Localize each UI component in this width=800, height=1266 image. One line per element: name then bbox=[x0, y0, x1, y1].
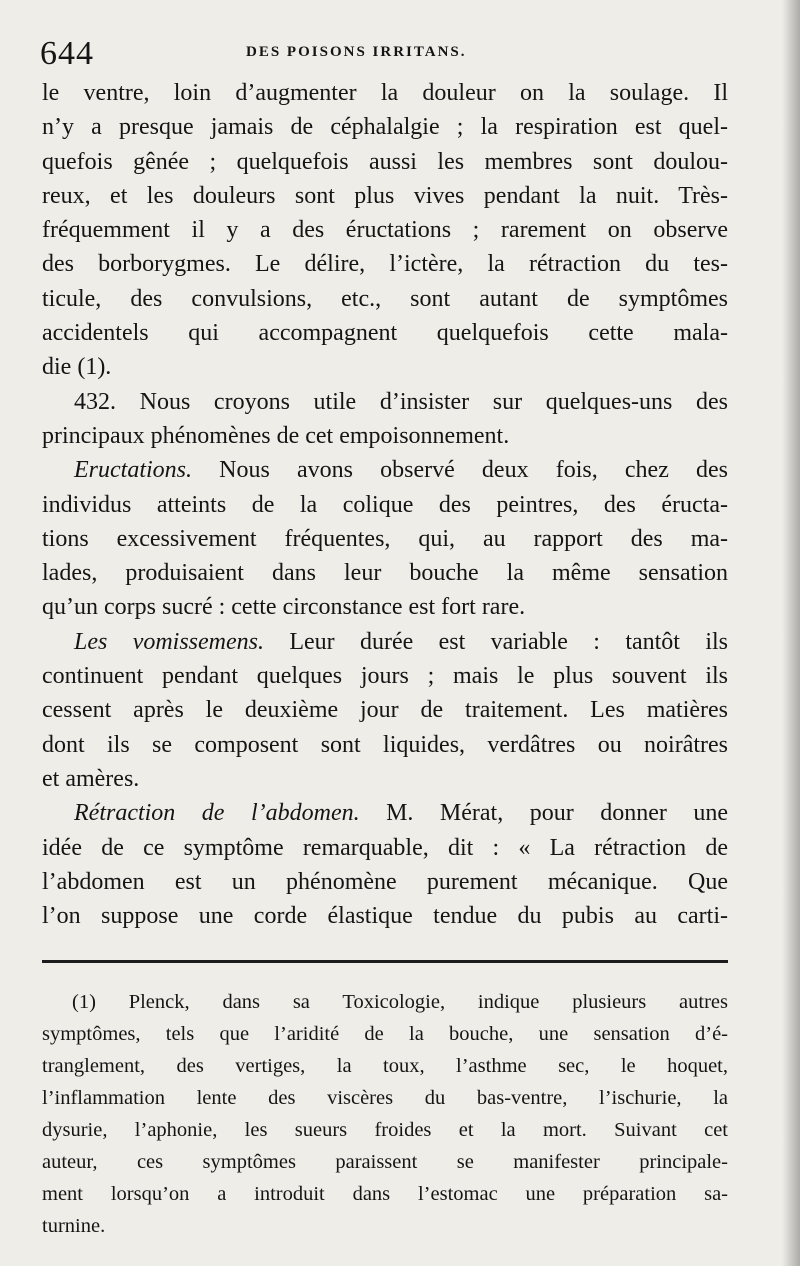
eructations-paragraph-start bbox=[42, 453, 728, 487]
footnote-divider bbox=[42, 960, 728, 963]
section-heading-vomissemens: Les vomissemens. bbox=[74, 628, 264, 655]
text-line: fréquemment il y a des éructations ; rarement on observe bbox=[42, 217, 728, 244]
text-line: tions excessivement fréquentes, qui, au rapport des ma- bbox=[42, 525, 728, 552]
footnote-line: l’inflammation lente des viscères du bas-ventre, l’ischurie, la bbox=[42, 1087, 728, 1109]
footnote-line: tranglement, des vertiges, la toux, l’asthme sec, le hoquet, bbox=[42, 1055, 728, 1077]
text-line: lades, produisaient dans leur bouche la même sensation bbox=[42, 560, 728, 587]
section-heading-retraction: Rétraction de l’abdomen. bbox=[74, 800, 360, 827]
text-line: le ventre, loin d’augmenter la douleur on la soulage. Il bbox=[42, 80, 728, 106]
footnote-line: auteur, ces symptômes paraissent se manifester principale- bbox=[42, 1151, 728, 1173]
footnote-line: turnine. bbox=[42, 1215, 106, 1237]
text-line: accidentels qui accompagnent quelquefois cette mala- bbox=[42, 320, 728, 347]
text-line: l’abdomen est un phénomène purement mécanique. Que bbox=[42, 868, 728, 895]
text-line: des borborygmes. Le délire, l’ictère, la rétraction du tes- bbox=[42, 251, 728, 278]
text-line: die (1). bbox=[42, 354, 112, 381]
text-run: Leur durée est variable : tantôt ils bbox=[264, 628, 728, 655]
text-line: individus atteints de la colique des peintres, des éructa- bbox=[42, 491, 728, 518]
footnote-line: (1) Plenck, dans sa Toxicologie, indique plusieurs autres bbox=[72, 991, 728, 1013]
retraction-paragraph-start bbox=[42, 796, 728, 830]
page-number: 644 bbox=[40, 35, 94, 72]
main-text bbox=[42, 76, 728, 933]
vomissemens-paragraph-start bbox=[42, 625, 728, 659]
text-line: reux, et les douleurs sont plus vives pendant la nuit. Très- bbox=[42, 182, 728, 209]
text-line: cessent après le deuxième jour de traitement. Les matières bbox=[42, 697, 728, 724]
paragraph-432-start: 432. Nous croyons utile d’insister sur quelques-uns des bbox=[74, 388, 728, 415]
text-line: qu’un corps sucré : cette circonstance est fort rare. bbox=[42, 594, 526, 621]
footnote-line: dysurie, l’aphonie, les sueurs froides et la mort. Suivant cet bbox=[42, 1119, 728, 1141]
text-line: ticule, des convulsions, etc., sont autant de symptômes bbox=[42, 285, 728, 312]
text-line: idée de ce symptôme remarquable, dit : « La rétraction de bbox=[42, 834, 728, 861]
text-line: n’y a presque jamais de céphalalgie ; la respiration est quel- bbox=[42, 114, 728, 141]
text-line: principaux phénomènes de cet empoisonnement. bbox=[42, 422, 510, 449]
text-line: et amères. bbox=[42, 765, 140, 792]
section-heading-eructations: Eructations. bbox=[74, 457, 192, 484]
text-line: dont ils se composent sont liquides, verdâtres ou noirâtres bbox=[42, 731, 728, 758]
text-run: M. Mérat, pour donner une bbox=[359, 800, 728, 827]
footnote bbox=[42, 986, 728, 1242]
footnote-line: symptômes, tels que l’aridité de la bouche, une sensation d’é- bbox=[42, 1023, 728, 1045]
footnote-line: ment lorsqu’on a introduit dans l’estomac une préparation sa- bbox=[42, 1183, 728, 1205]
text-run: Nous avons observé deux fois, chez des bbox=[192, 457, 728, 484]
running-head: DES POISONS IRRITANS. bbox=[246, 44, 467, 60]
page-header bbox=[40, 34, 730, 74]
text-line: continuent pendant quelques jours ; mais le plus souvent ils bbox=[42, 663, 728, 690]
page-edge-shadow bbox=[782, 0, 800, 1266]
text-line: l’on suppose une corde élastique tendue du pubis au carti- bbox=[42, 903, 728, 930]
text-line: quefois gênée ; quelquefois aussi les membres sont doulou- bbox=[42, 148, 728, 175]
